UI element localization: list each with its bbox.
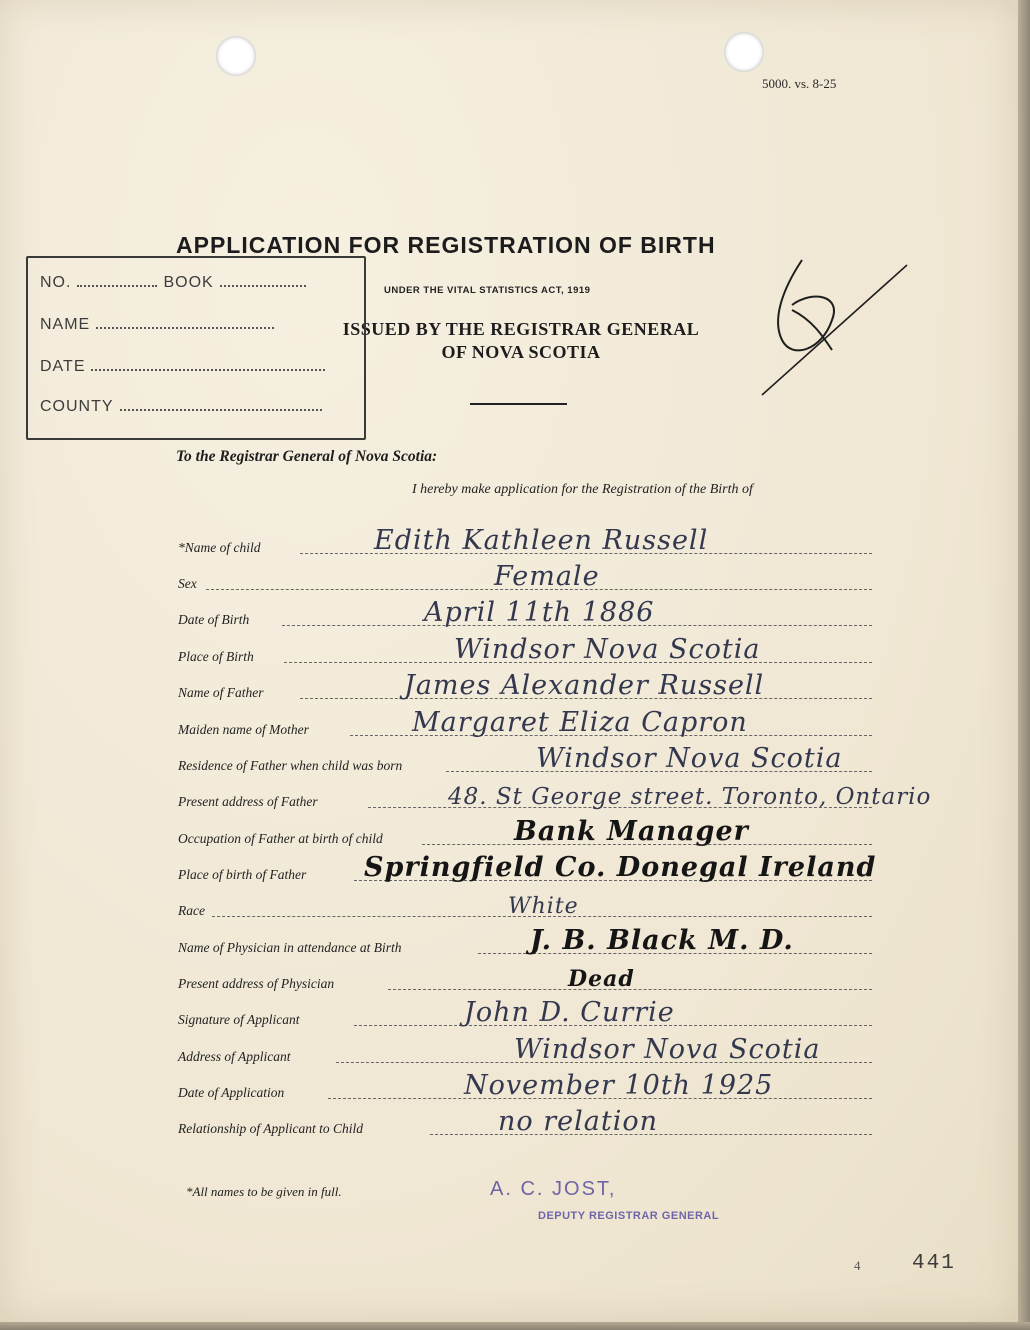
field-label: Name of Physician in attendance at Birth [178, 940, 402, 955]
field-label: Sex [178, 576, 197, 591]
field-race [178, 891, 872, 921]
field-label: Place of Birth [178, 649, 254, 664]
field-name-of-physician [178, 925, 872, 958]
field-label: Present address of Father [178, 794, 318, 809]
salutation: To the Registrar General of Nova Scotia: [176, 448, 438, 465]
field-label: Name of Father [178, 685, 264, 700]
field-value: White [508, 894, 579, 919]
paper-edge-bottom [0, 1322, 1030, 1330]
field-label: Date of Birth [178, 612, 250, 627]
field-value: Windsor Nova Scotia [454, 634, 761, 665]
stamp-date-label: DATE [40, 358, 86, 375]
field-label: Address of Applicant [178, 1049, 291, 1064]
field-place-of-birth-of-father [178, 852, 877, 885]
field-relationship-of-applicant [178, 1106, 872, 1139]
stamp-no-row [40, 274, 306, 292]
field-occupation-of-father [178, 816, 872, 849]
stamp-book-dots [220, 284, 306, 287]
field-name-of-child [178, 525, 872, 558]
field-address-of-applicant [178, 1034, 872, 1067]
field-label: *Name of child [178, 540, 261, 555]
registrar-stamp-title: DEPUTY REGISTRAR GENERAL [538, 1210, 720, 1222]
field-date-of-application [178, 1070, 872, 1103]
stamp-county-dots [120, 408, 322, 411]
stamp-date-dots [91, 368, 325, 371]
office-record-stamp [26, 256, 366, 440]
field-sex [178, 561, 872, 594]
field-date-of-birth [178, 597, 872, 630]
field-place-of-birth [178, 634, 872, 667]
stamp-no-label: NO. [40, 274, 72, 291]
form-number: 5000. vs. 8-25 [762, 76, 837, 91]
field-value: April 11th 1886 [424, 597, 655, 628]
stamp-date-row [40, 358, 325, 376]
punch-hole-left [216, 36, 256, 76]
margin-mark: 4 [854, 1258, 861, 1273]
field-value: Springfield Co. Donegal Ireland [364, 852, 877, 883]
field-maiden-name-of-mother [178, 707, 872, 740]
issuer-line-1: ISSUED BY THE REGISTRAR GENERAL [342, 319, 700, 339]
footnote: *All names to be given in full. [186, 1184, 342, 1199]
page-subtitle: UNDER THE VITAL STATISTICS ACT, 1919 [384, 285, 591, 296]
field-label: Occupation of Father at birth of child [178, 831, 383, 846]
field-value: no relation [498, 1106, 658, 1137]
field-value: John D. Currie [464, 997, 675, 1028]
field-value: Windsor Nova Scotia [536, 743, 843, 774]
stamp-county-label: COUNTY [40, 398, 114, 415]
field-value: Windsor Nova Scotia [514, 1034, 821, 1065]
field-value: J. B. Black M. D. [530, 925, 794, 956]
stamp-book-label: BOOK [163, 274, 214, 291]
stamp-name-dots [96, 326, 274, 329]
stamp-no-dots [77, 284, 157, 287]
field-present-address-of-father [178, 782, 932, 812]
stamp-number: 441 [912, 1252, 956, 1275]
field-value: November 10th 1925 [464, 1070, 774, 1101]
issuer-line-2: OF NOVA SCOTIA [441, 342, 601, 362]
field-value: Female [494, 561, 600, 592]
registrar-stamp-name: A. C. JOST, [490, 1178, 617, 1200]
field-label: Maiden name of Mother [178, 722, 309, 737]
stamp-name-row [40, 316, 274, 334]
field-name-of-father [178, 670, 872, 703]
punch-hole-right [724, 32, 764, 72]
field-signature-of-applicant [178, 997, 872, 1030]
field-value: James Alexander Russell [404, 670, 765, 701]
field-present-address-of-physician [178, 964, 872, 994]
intro-text: I hereby make application for the Registration of the Birth of [412, 482, 753, 497]
field-value: 48. St George street. Toronto, Ontario [448, 784, 932, 810]
field-label: Relationship of Applicant to Child [178, 1121, 363, 1136]
stamp-county-row [40, 398, 322, 416]
field-label: Date of Application [178, 1085, 285, 1100]
heading-divider [470, 403, 567, 405]
field-residence-of-father [178, 743, 872, 776]
field-value: Margaret Eliza Capron [412, 707, 748, 738]
field-value: Dead [568, 966, 635, 992]
field-label: Residence of Father when child was born [178, 758, 403, 773]
field-value: Bank Manager [514, 816, 749, 847]
field-label: Place of birth of Father [178, 867, 307, 882]
field-label: Present address of Physician [178, 976, 335, 991]
field-value: Edith Kathleen Russell [374, 525, 709, 556]
stamp-name-label: NAME [40, 316, 91, 333]
field-label: Signature of Applicant [178, 1012, 300, 1027]
paper-edge-right [1018, 0, 1030, 1330]
page-title: APPLICATION FOR REGISTRATION OF BIRTH [176, 232, 716, 258]
field-label: Race [178, 903, 205, 918]
checkmark-icon [752, 250, 912, 400]
